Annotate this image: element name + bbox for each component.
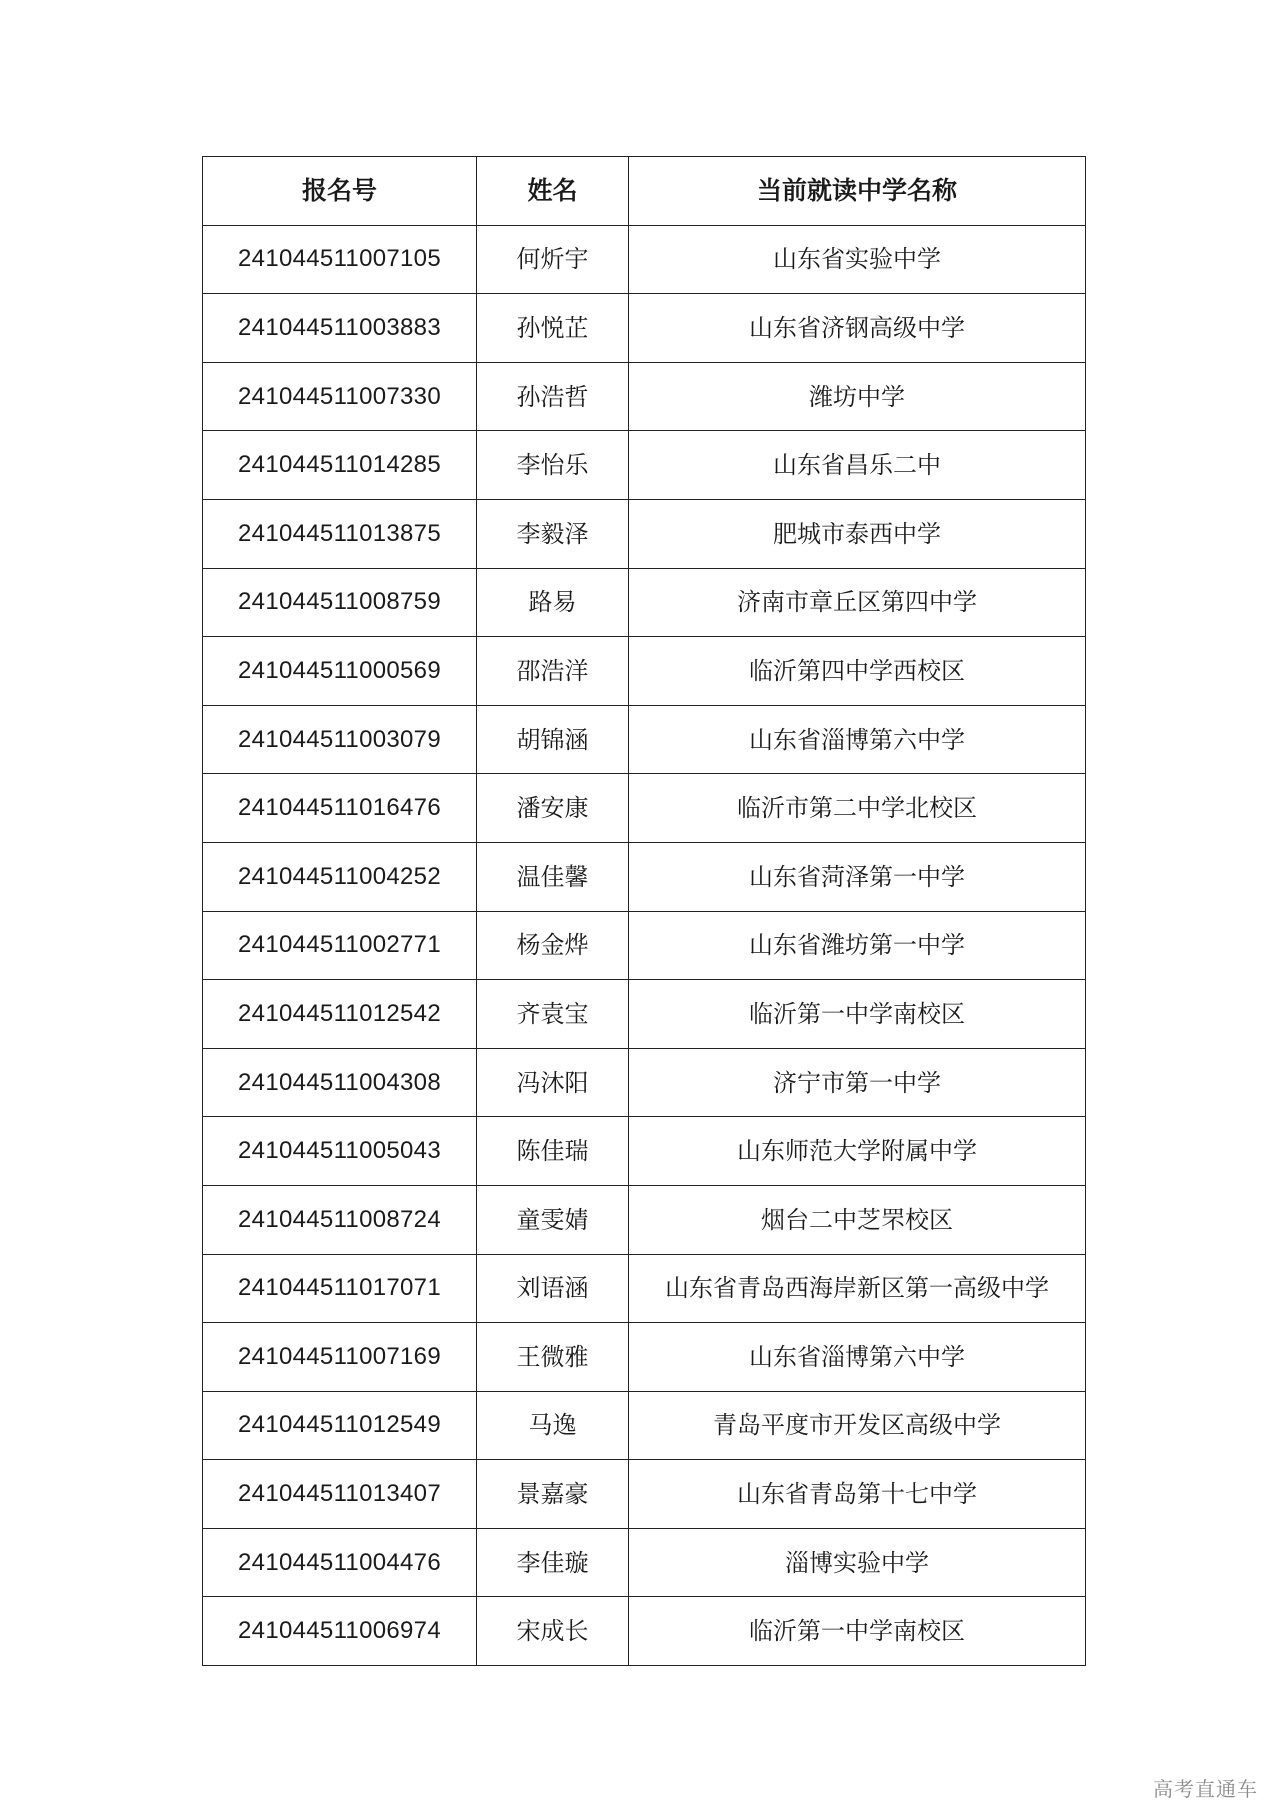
school-name-cell: 山东省青岛第十七中学 — [629, 1460, 1086, 1529]
school-name-cell: 山东省淄博第六中学 — [629, 705, 1086, 774]
school-name-cell: 山东省潍坊第一中学 — [629, 911, 1086, 980]
registration-number-cell: 241044511016476 — [203, 774, 477, 843]
registration-number-cell: 241044511012549 — [203, 1391, 477, 1460]
student-name-cell: 陈佳瑞 — [477, 1117, 629, 1186]
school-name-cell: 临沂第一中学南校区 — [629, 980, 1086, 1049]
student-name-cell: 齐袁宝 — [477, 980, 629, 1049]
table-row — [203, 1528, 1086, 1597]
registration-number-cell: 241044511003079 — [203, 705, 477, 774]
table-row — [203, 911, 1086, 980]
student-name-cell: 童雯婧 — [477, 1185, 629, 1254]
table-body — [203, 225, 1086, 1665]
student-name-cell: 景嘉豪 — [477, 1460, 629, 1529]
table-row — [203, 1048, 1086, 1117]
table-row — [203, 842, 1086, 911]
student-name-cell: 孙悦芷 — [477, 294, 629, 363]
table-row — [203, 225, 1086, 294]
registration-number-cell: 241044511005043 — [203, 1117, 477, 1186]
registration-number-cell: 241044511014285 — [203, 431, 477, 500]
registration-number-cell: 241044511008724 — [203, 1185, 477, 1254]
school-name-cell: 临沂第四中学西校区 — [629, 637, 1086, 706]
student-name-cell: 温佳馨 — [477, 842, 629, 911]
table-row — [203, 1323, 1086, 1392]
table-row — [203, 499, 1086, 568]
table-row — [203, 1117, 1086, 1186]
registration-number-cell: 241044511000569 — [203, 637, 477, 706]
registration-number-cell: 241044511013407 — [203, 1460, 477, 1529]
student-name-cell: 李佳璇 — [477, 1528, 629, 1597]
school-name-cell: 济宁市第一中学 — [629, 1048, 1086, 1117]
school-name-cell: 淄博实验中学 — [629, 1528, 1086, 1597]
registration-number-cell: 241044511012542 — [203, 980, 477, 1049]
table-row — [203, 294, 1086, 363]
school-name-cell: 山东省实验中学 — [629, 225, 1086, 294]
school-name-cell: 山东省菏泽第一中学 — [629, 842, 1086, 911]
school-name-cell: 山东省淄博第六中学 — [629, 1323, 1086, 1392]
watermark: 高考直通车 — [1153, 1777, 1258, 1801]
registration-number-cell: 241044511007169 — [203, 1323, 477, 1392]
registration-number-cell: 241044511017071 — [203, 1254, 477, 1323]
registration-number-cell: 241044511007330 — [203, 362, 477, 431]
table-row — [203, 431, 1086, 500]
student-roster-table — [202, 156, 1086, 1666]
student-name-cell: 冯沐阳 — [477, 1048, 629, 1117]
registration-number-cell: 241044511008759 — [203, 568, 477, 637]
school-name-cell: 肥城市泰西中学 — [629, 499, 1086, 568]
table-row — [203, 568, 1086, 637]
school-name-cell: 山东省昌乐二中 — [629, 431, 1086, 500]
student-name-cell: 刘语涵 — [477, 1254, 629, 1323]
registration-number-cell: 241044511006974 — [203, 1597, 477, 1666]
table-row — [203, 1185, 1086, 1254]
school-name-cell: 潍坊中学 — [629, 362, 1086, 431]
table-row — [203, 362, 1086, 431]
student-name-cell: 潘安康 — [477, 774, 629, 843]
column-header-school: 当前就读中学名称 — [629, 157, 1086, 226]
registration-number-cell: 241044511003883 — [203, 294, 477, 363]
student-name-cell: 何炘宇 — [477, 225, 629, 294]
student-name-cell: 王微雅 — [477, 1323, 629, 1392]
column-header-name: 姓名 — [477, 157, 629, 226]
table-row — [203, 774, 1086, 843]
student-name-cell: 李怡乐 — [477, 431, 629, 500]
student-name-cell: 孙浩哲 — [477, 362, 629, 431]
school-name-cell: 临沂第一中学南校区 — [629, 1597, 1086, 1666]
student-name-cell: 胡锦涵 — [477, 705, 629, 774]
school-name-cell: 烟台二中芝罘校区 — [629, 1185, 1086, 1254]
school-name-cell: 临沂市第二中学北校区 — [629, 774, 1086, 843]
registration-number-cell: 241044511007105 — [203, 225, 477, 294]
table-row — [203, 1254, 1086, 1323]
student-name-cell: 路易 — [477, 568, 629, 637]
student-name-cell: 李毅泽 — [477, 499, 629, 568]
table-row — [203, 637, 1086, 706]
column-header-registration-number: 报名号 — [203, 157, 477, 226]
student-name-cell: 杨金烨 — [477, 911, 629, 980]
registration-number-cell: 241044511004252 — [203, 842, 477, 911]
school-name-cell: 青岛平度市开发区高级中学 — [629, 1391, 1086, 1460]
student-name-cell: 邵浩洋 — [477, 637, 629, 706]
registration-number-cell: 241044511002771 — [203, 911, 477, 980]
student-name-cell: 马逸 — [477, 1391, 629, 1460]
student-name-cell: 宋成长 — [477, 1597, 629, 1666]
school-name-cell: 山东省青岛西海岸新区第一高级中学 — [629, 1254, 1086, 1323]
school-name-cell: 济南市章丘区第四中学 — [629, 568, 1086, 637]
table-row — [203, 1597, 1086, 1666]
table-row — [203, 1460, 1086, 1529]
table-row — [203, 1391, 1086, 1460]
registration-number-cell: 241044511004476 — [203, 1528, 477, 1597]
school-name-cell: 山东师范大学附属中学 — [629, 1117, 1086, 1186]
registration-number-cell: 241044511013875 — [203, 499, 477, 568]
table-row — [203, 705, 1086, 774]
table-header-row — [203, 157, 1086, 226]
school-name-cell: 山东省济钢高级中学 — [629, 294, 1086, 363]
registration-number-cell: 241044511004308 — [203, 1048, 477, 1117]
table-row — [203, 980, 1086, 1049]
